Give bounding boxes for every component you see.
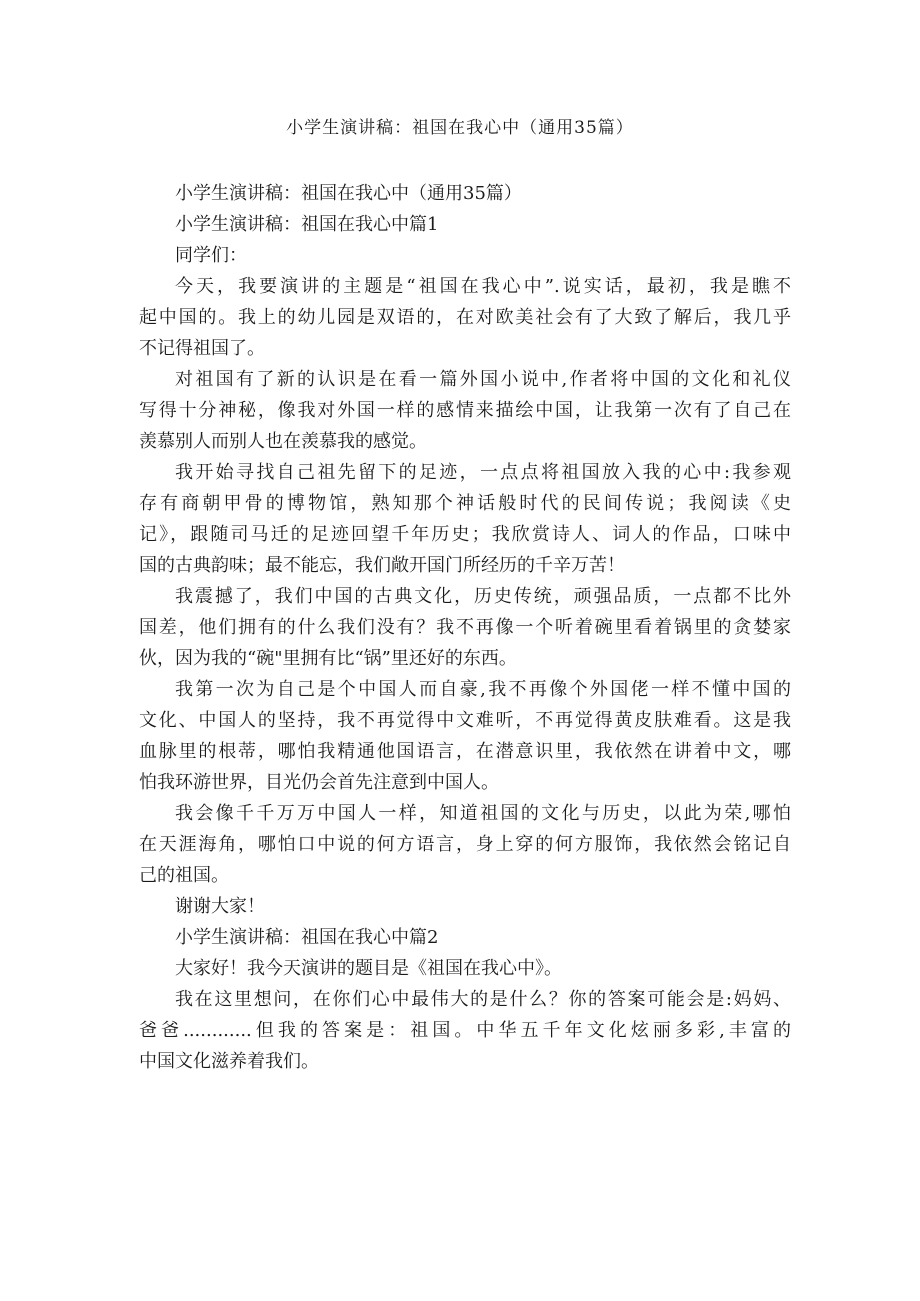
paragraph-line: 伙，因为我的“碗"里拥有比“锅”里还好的东西。 [139,648,517,669]
paragraph-line: 写得十分神秘，像我对外国一样的感情来描绘中国，让我第一次有了自己在 [139,400,791,421]
paragraph-line: 我震撼了，我们中国的古典文化，历史传统，顽强品质，一点都不比外 [175,586,791,607]
paragraph-line: 国的古典韵味；最不能忘，我们敞开国门所经历的千辛万苦！ [139,555,625,576]
paragraph-line: 在天涯海角，哪怕口中说的何方语言，身上穿的何方服饰，我依然会铭记自 [139,834,791,855]
paragraph-line: 起中国的。我上的幼儿园是双语的，在对欧美社会有了大致了解后，我几乎 [139,307,791,328]
paragraph-line: 不记得祖国了。 [139,338,265,359]
salutation: 同学们： [175,245,247,266]
paragraph-line: 我在这里想问，在你们心中最伟大的是什么？你的答案可能会是:妈妈、 [175,989,791,1010]
paragraph-line: 记》，跟随司马迁的足迹回望千年历史；我欣赏诗人、词人的作品，口味中 [139,524,791,545]
greeting-line: 大家好！我今天演讲的题目是《祖国在我心中》。 [175,958,562,979]
paragraph-line: 文化、中国人的坚持，我不再觉得中文难听，不再觉得黄皮肤难看。这是我 [139,710,791,731]
paragraph-line: 存有商朝甲骨的博物馆，熟知那个神话般时代的民间传说；我阅读《史 [139,493,791,514]
paragraph-line: 羡慕别人而别人也在羡慕我的感觉。 [139,431,427,452]
document-body [139,178,791,1077]
section-heading-2: 小学生演讲稿：祖国在我心中篇2 [175,927,439,948]
subtitle-line: 小学生演讲稿：祖国在我心中（通用35篇） [175,183,522,204]
paragraph-line: 对祖国有了新的认识是在看一篇外国小说中,作者将中国的文化和礼仪 [175,369,791,390]
paragraph-line: 今天，我要演讲的主题是“祖国在我心中”.说实话，最初，我是瞧不 [175,276,791,297]
paragraph-line: 血脉里的根蒂，哪怕我精通他国语言，在潜意识里，我依然在讲着中文，哪 [139,741,791,762]
paragraph-line: 我会像千千万万中国人一样，知道祖国的文化与历史，以此为荣,哪怕 [175,803,791,824]
paragraph-line: 我开始寻找自己祖先留下的足迹，一点点将祖国放入我的心中:我参观 [175,462,791,483]
paragraph-line: 中国文化滋养着我们。 [139,1051,319,1072]
paragraph-line: 爸爸............但我的答案是：祖国。中华五千年文化炫丽多彩,丰富的 [139,1020,791,1041]
document-title: 小学生演讲稿：祖国在我心中（通用35篇） [286,118,634,138]
section-heading-1: 小学生演讲稿：祖国在我心中篇1 [175,214,439,235]
paragraph-line: 怕我环游世界，目光仍会首先注意到中国人。 [139,772,499,793]
paragraph-line: 己的祖国。 [139,865,229,886]
paragraph-line: 国差，他们拥有的什么我们没有？我不再像一个听着碗里看着锅里的贪婪家 [139,617,791,638]
paragraph-line: 我第一次为自己是个中国人而自豪,我不再像个外国佬一样不懂中国的 [175,679,791,700]
closing-line: 谢谢大家！ [175,896,265,917]
